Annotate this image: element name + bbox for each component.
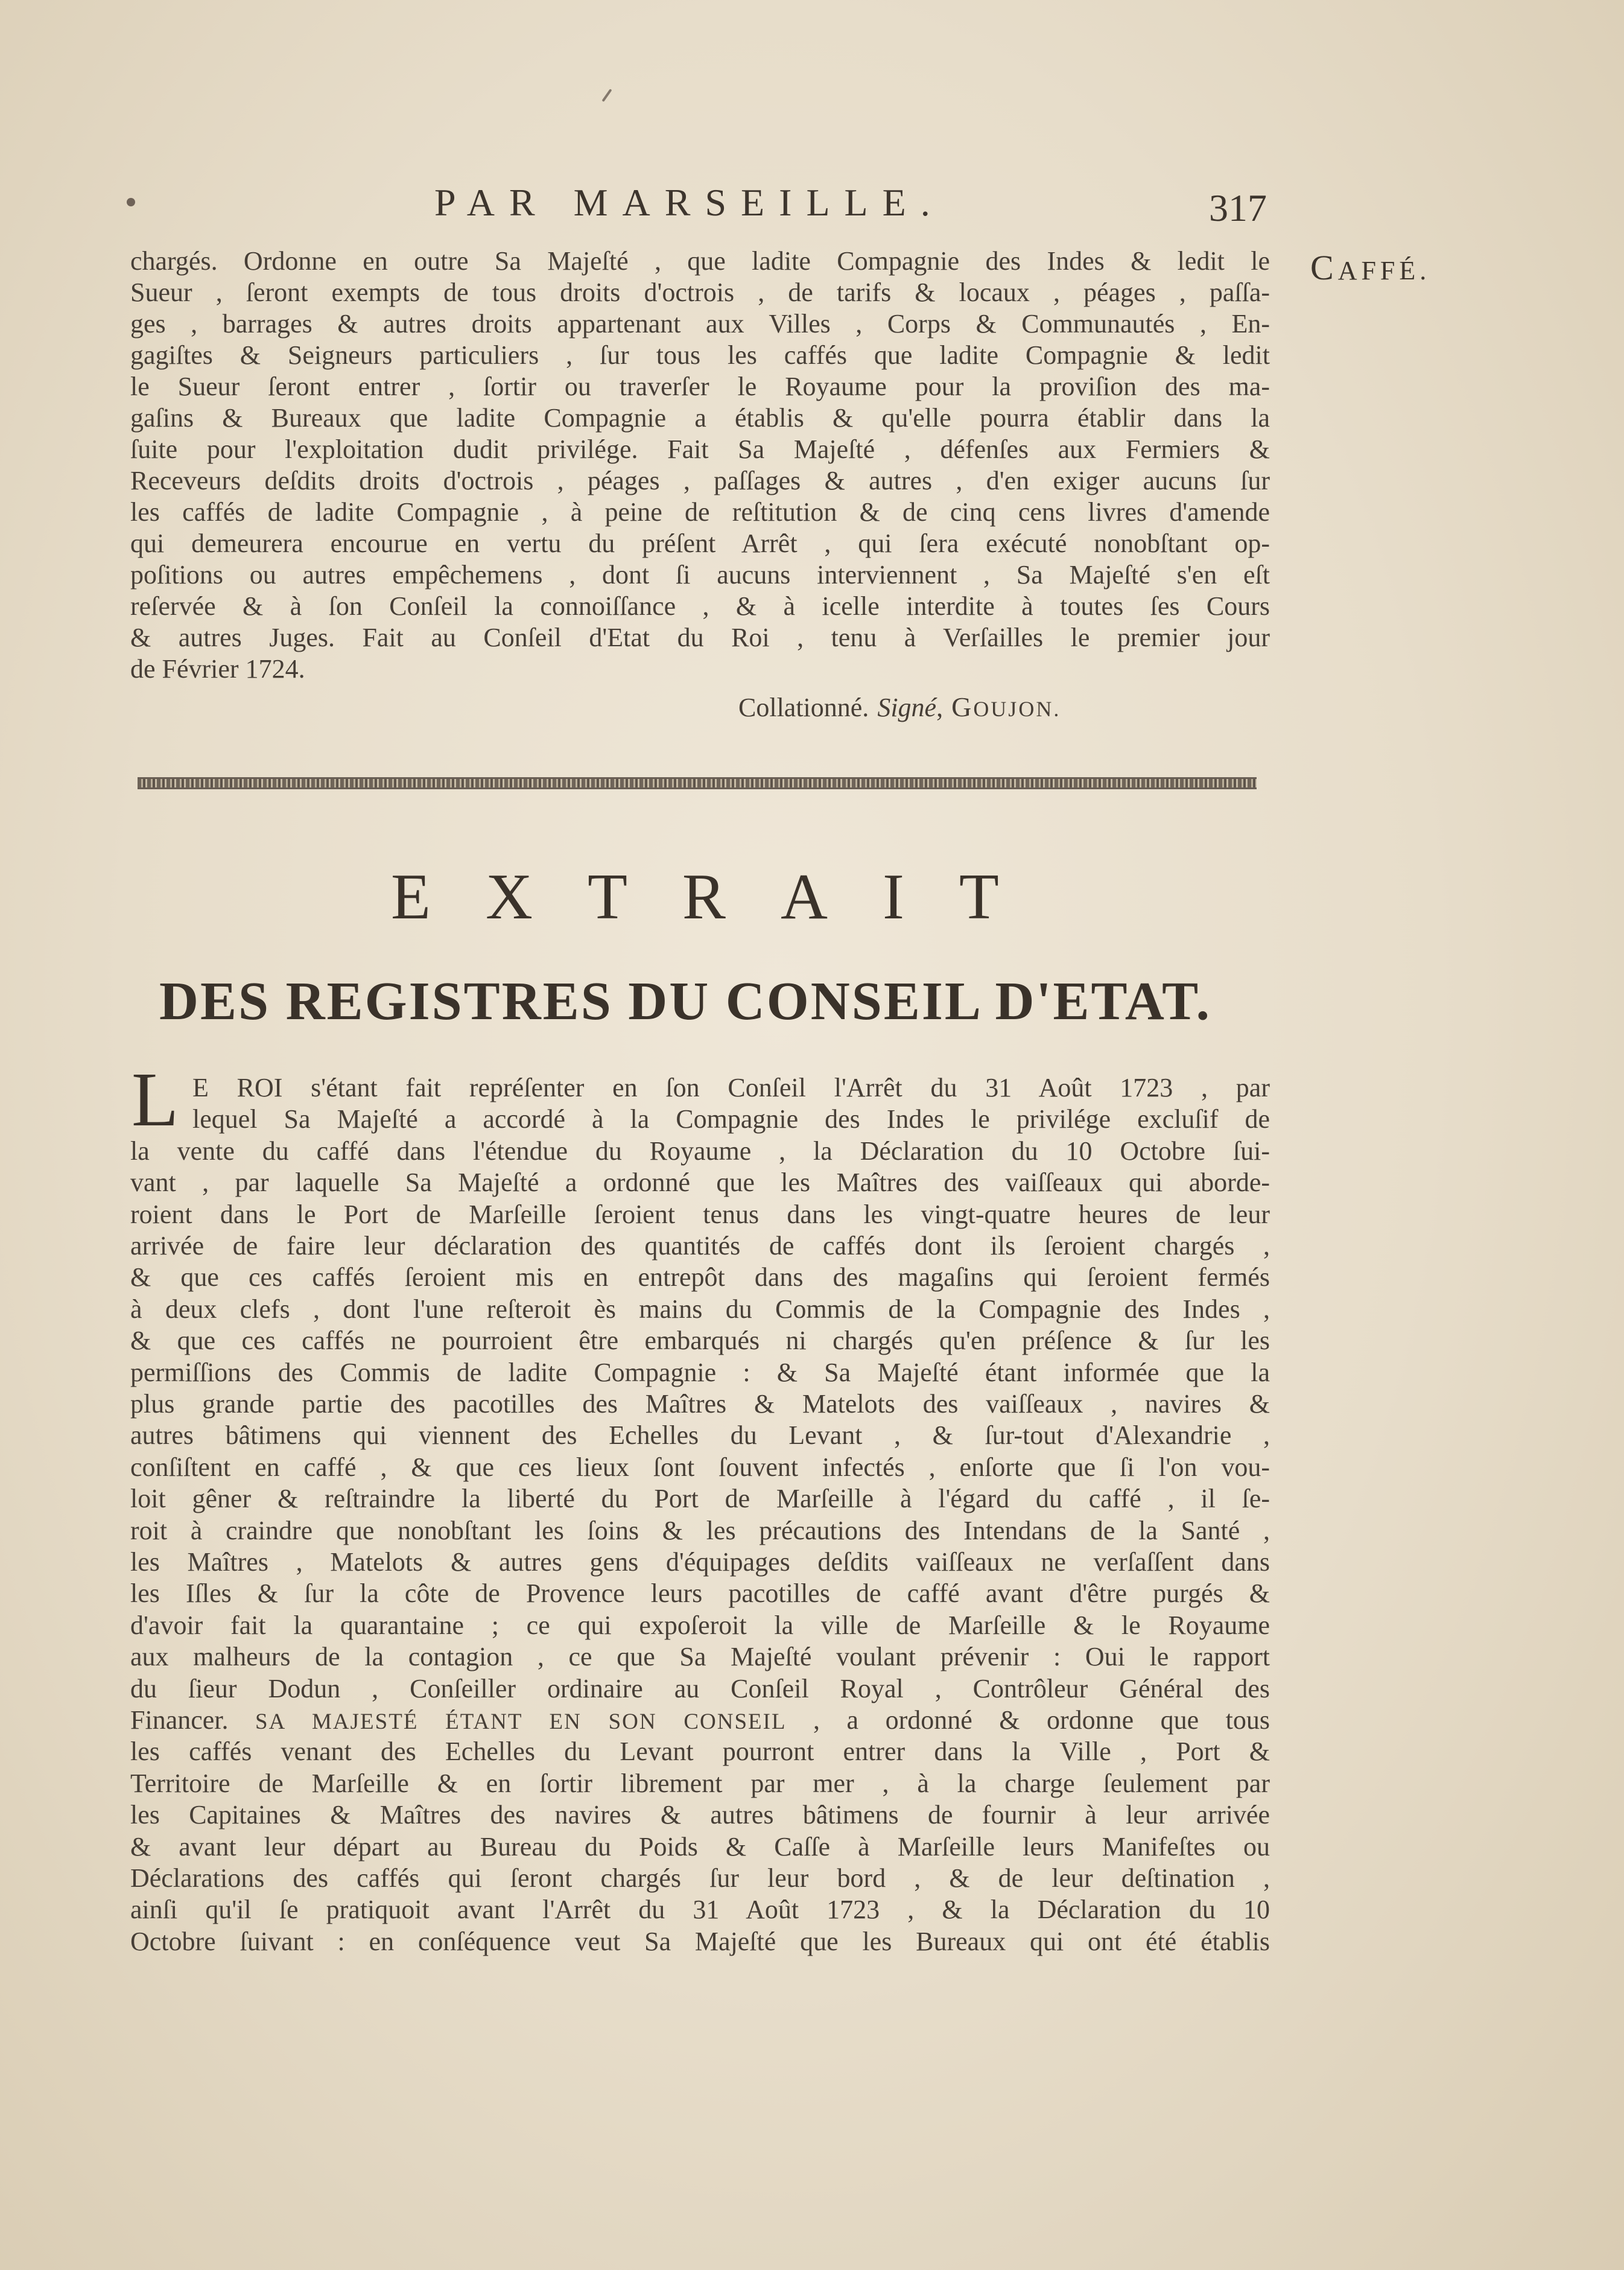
text-line: roit à craindre que nonobſtant les ſoins & les précautions des Intendans de la Santé , — [130, 1515, 1270, 1545]
signature-separator: , — [936, 693, 944, 722]
text-line: Receveurs deſdits droits d'octrois , péages , paſſages & autres , d'en exiger aucuns ſur — [130, 466, 1270, 495]
text-line: Territoire de Marſeille & en ſortir librement par mer , à la charge ſeulement par — [130, 1768, 1270, 1798]
text-line: ainſi qu'il ſe pratiquoit avant l'Arrêt du 31 Août 1723 , & la Déclaration du 10 — [130, 1895, 1270, 1925]
text-line: la vente du caffé dans l'étendue du Royaume , la Déclaration du 10 Octobre ſui- — [130, 1136, 1270, 1166]
ink-stroke — [601, 89, 612, 102]
text-segment: Financer. — [130, 1705, 256, 1735]
text-line: plus grande partie des pacotilles des Maîtres & Matelots des vaiſſeaux , navires & — [130, 1389, 1270, 1419]
text-line: d'avoir fait la quarantaine ; ce qui expoſeroit la ville de Marſeille & le Royaume — [130, 1610, 1270, 1640]
text-line: les Maîtres , Matelots & autres gens d'équipages deſdits vaiſſeaux ne verſaſſent dans — [130, 1547, 1270, 1577]
text-line: les Capitaines & Maîtres des navires & autres bâtimens de fournir à leur arrivée — [130, 1800, 1270, 1830]
text-line: & que ces caffés ne pourroient être embarqués ni chargés qu'en préſence & ſur les — [130, 1326, 1270, 1356]
text-line: les Iſles & ſur la côte de Provence leurs pacotilles de caffé avant d'être purgés & — [130, 1579, 1270, 1609]
text-line: roient dans le Port de Marſeille ſeroient tenus dans les vingt-quatre heures de leur — [130, 1199, 1270, 1229]
text-line: chargés. Ordonne en outre Sa Majeſté , que ladite Compagnie des Indes & ledit le — [130, 246, 1270, 276]
ornamental-rule — [138, 777, 1257, 789]
text-line: Sueur , ſeront exempts de tous droits d'octrois , de tarifs & locaux , péages , paſſa- — [130, 278, 1270, 307]
text-line: Déclarations des caffés qui ſeront chargés ſur leur bord , & de leur deſtination , — [130, 1863, 1270, 1893]
text-line: & autres Juges. Fait au Conſeil d'Etat du Roi , tenu à Verſailles le premier jour — [130, 623, 1270, 652]
page-number: 317 — [1209, 186, 1267, 229]
running-head: PAR MARSEILLE. — [434, 181, 945, 224]
text-line: ges , barrages & autres droits appartenant aux Villes , Corps & Communautés , En- — [130, 309, 1270, 339]
text-line: lequel Sa Majeſté a accordé à la Compagnie des Indes le privilége excluſif de — [192, 1104, 1270, 1134]
text-line: les caffés venant des Echelles du Levant pourront entrer dans la Ville , Port & — [130, 1737, 1270, 1767]
signature-line — [738, 691, 1061, 725]
signature-prefix: Collationné. — [738, 693, 869, 722]
text-line: permiſſions des Commis de ladite Compagnie : & Sa Majeſté étant informée que la — [130, 1357, 1270, 1387]
text-line: le Sueur ſeront entrer , ſortir ou traverſer le Royaume pour la proviſion des ma- — [130, 372, 1270, 401]
signature-signed: Signé — [877, 693, 937, 722]
ink-blot — [127, 198, 135, 206]
text-line: reſervée & à ſon Conſeil la connoiſſance , & à icelle interdite à toutes ſes Cours — [130, 591, 1270, 621]
text-line: les caffés de ladite Compagnie , à peine de reſtitution & de cinq cens livres d'amende — [130, 497, 1270, 527]
drop-cap: L — [132, 1057, 179, 1142]
text-line: E ROI s'étant fait repréſenter en ſon Conſeil l'Arrêt du 31 Août 1723 , par — [192, 1073, 1270, 1102]
text-line: à deux clefs , dont l'une reſteroit ès mains du Commis de la Compagnie des Indes , — [130, 1294, 1270, 1324]
text-line: gagiſtes & Seigneurs particuliers , ſur tous les caffés que ladite Compagnie & ledit — [130, 340, 1270, 370]
text-line: arrivée de faire leur déclaration des quantités de caffés dont ils ſeroient chargés , — [130, 1231, 1270, 1261]
text-line: loit gêner & reſtraindre la liberté du Port de Marſeille à l'égard du caffé , il ſe- — [130, 1484, 1270, 1514]
text-line: gaſins & Bureaux que ladite Compagnie a établis & qu'elle pourra établir dans la — [130, 403, 1270, 433]
text-line: autres bâtimens qui viennent des Echelles du Levant , & ſur-tout d'Alexandrie , — [130, 1420, 1270, 1451]
text-line: & avant leur départ au Bureau du Poids & Caſſe à Marſeille leurs Manifeſtes ou — [130, 1831, 1270, 1861]
section-title: EXTRAIT — [391, 861, 1054, 933]
text-line: vant , par laquelle Sa Majeſté a ordonné que les Maîtres des vaiſſeaux qui aborde- — [130, 1168, 1270, 1198]
text-line — [130, 1705, 1270, 1736]
text-line: Octobre ſuivant : en conſéquence veut Sa Majeſté que les Bureaux qui ont été établis — [130, 1926, 1270, 1956]
text-line: qui demeurera encourue en vertu du préſent Arrêt , qui ſera exécuté nonobſtant op- — [130, 529, 1270, 558]
text-line: poſitions ou autres empêchemens , dont ſi aucuns interviennent , Sa Majeſté s'en eſt — [130, 560, 1270, 590]
text-line: conſiſtent en caffé , & que ces lieux ſont ſouvent infectés , enſorte que ſi l'on vou- — [130, 1452, 1270, 1482]
text-line: aux malheurs de la contagion , ce que Sa Majeſté voulant prévenir : Oui le rapport — [130, 1642, 1270, 1672]
text-line: du ſieur Dodun , Conſeiller ordinaire au Conſeil Royal , Contrôleur Général des — [130, 1673, 1270, 1703]
section-subtitle: DES REGISTRES DU CONSEIL D'ETAT. — [159, 971, 1211, 1031]
margin-note: CAFFÉ. — [1310, 248, 1431, 287]
text-line: & que ces caffés ſeroient mis en entrepôt dans des magaſins qui ſeroient fermés — [130, 1262, 1270, 1292]
text-segment: , a ordonné & ordonne que tous — [786, 1705, 1270, 1735]
small-caps-phrase: SA MAJESTÉ ÉTANT EN SON CONSEIL — [255, 1709, 787, 1734]
text-line: ſuite pour l'exploitation dudit privilége. Fait Sa Majeſté , défenſes aux Fermiers & — [130, 434, 1270, 464]
text-line: de Février 1724. — [130, 654, 305, 684]
signature-name: GOUJON. — [951, 691, 1061, 722]
